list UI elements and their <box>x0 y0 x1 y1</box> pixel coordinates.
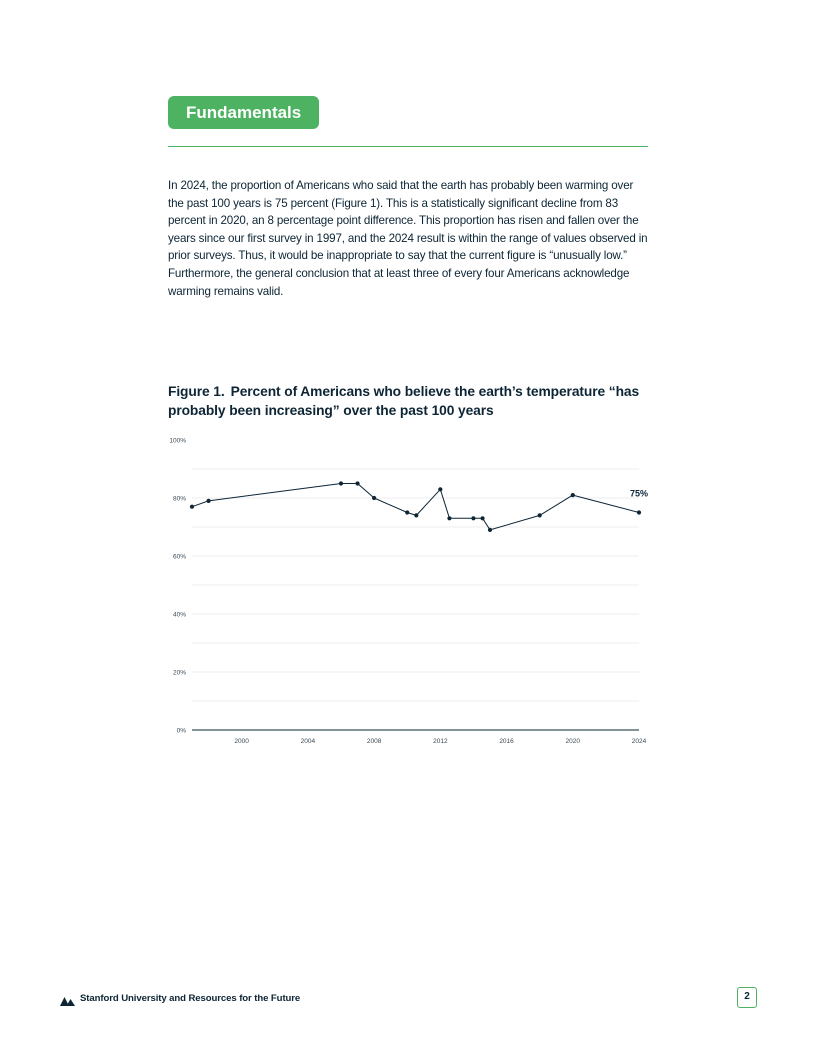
line-chart <box>160 430 660 750</box>
data-point <box>480 516 484 520</box>
y-tick-label: 0% <box>176 727 186 735</box>
data-point <box>438 487 442 491</box>
data-point <box>206 499 210 503</box>
series-line <box>192 484 639 530</box>
y-tick-label: 40% <box>172 611 186 619</box>
data-point <box>471 516 475 520</box>
data-point <box>571 493 575 497</box>
data-point <box>190 505 194 509</box>
footer-brand <box>60 991 300 1005</box>
page-number: 2 <box>737 987 757 1008</box>
section-divider <box>168 146 648 147</box>
data-point <box>355 481 359 485</box>
x-tick-label: 2016 <box>499 738 514 745</box>
figure-caption: Percent of Americans who believe the earth’s temperature “has probably been increasing” over the past 100 years <box>168 384 640 418</box>
data-point <box>538 513 542 517</box>
y-tick-label: 60% <box>172 553 186 561</box>
data-point <box>488 528 492 532</box>
x-tick-label: 2012 <box>433 738 448 745</box>
data-point <box>339 481 343 485</box>
x-tick-label: 2020 <box>565 738 581 745</box>
y-tick-label: 20% <box>172 669 186 677</box>
end-value-label: 75% <box>629 488 648 499</box>
figure-title <box>168 382 648 420</box>
data-point <box>372 496 376 500</box>
data-point <box>447 516 451 520</box>
x-tick-label: 2004 <box>300 738 316 745</box>
section-title: Fundamentals <box>168 96 319 129</box>
data-point <box>405 510 409 514</box>
figure-label: Figure 1. <box>168 384 225 399</box>
footer-organization: Stanford University and Resources for the Future <box>80 992 301 1004</box>
x-tick-label: 2008 <box>366 738 382 745</box>
y-tick-label: 100% <box>169 437 186 445</box>
y-tick-label: 80% <box>172 495 186 503</box>
data-point <box>637 510 641 514</box>
mountain-logo-icon <box>60 993 75 1003</box>
x-tick-label: 2000 <box>234 738 249 745</box>
x-tick-label: 2024 <box>631 738 647 745</box>
body-paragraph: In 2024, the proportion of Americans who said that the earth has probably been warming over the past 100 years is 75 percent (Figure 1). This is a statistically significant decline from 83 percent in 2020, an 8 percentage point difference. This proportion has risen and fallen over the years since our first survey in 1997, and the 2024 result is within the range of values observed in prior surveys. Thus, it would be inappropriate to say that the current figure is “unusually low.” Furthermore, the general conclusion that at least three of every four Americans acknowledge warming remains valid. <box>168 179 648 298</box>
data-point <box>414 513 418 517</box>
